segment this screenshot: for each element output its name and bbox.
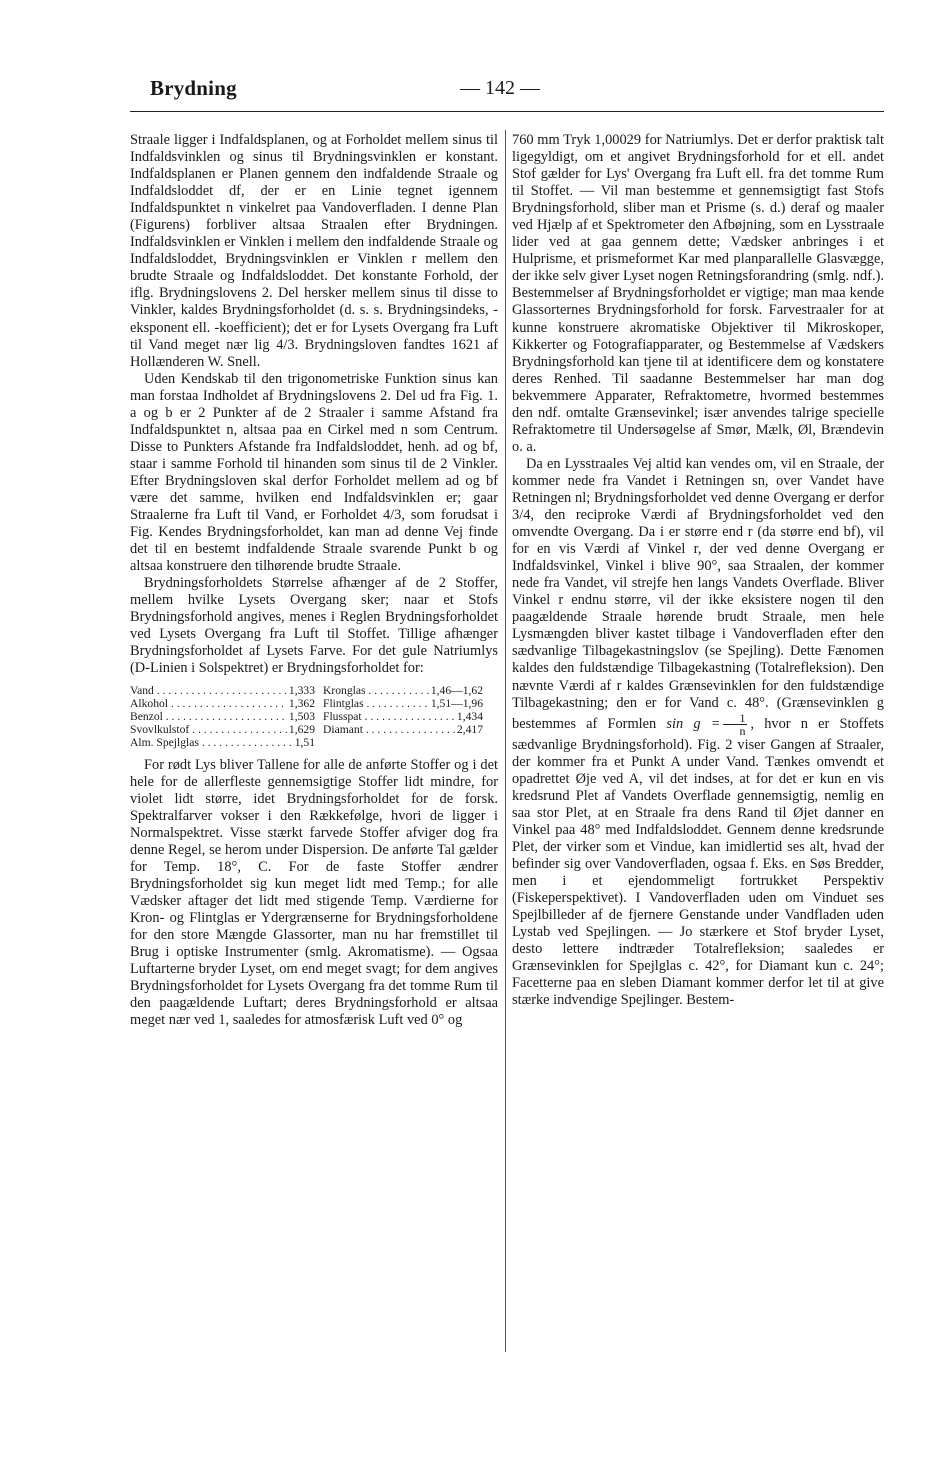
paragraph-text: Da en Lysstraales Vej altid kan vendes om, vil en Straale, der kommer nede fra Vandet i Retningen sn, over Vandet have Retningen nl; Brydningsforholdet ved denne Overgang er derfor 3/4, den reciproke Værdi af Brydningsforholdet ved den omvendte Overgang. Da i er større end r (da større end bf), vil for en vis Værdi af Vinkel r, der ved denne Overgang er Indfaldsvinkel, Vinkel i blive 90°, saa Straalen, der kommer nede fra Vandet, vil strejfe hen langs Vandets Overflade. Bliver Vinkel r endnu større, vil der ikke eksistere nogen til den paagældende Straale hørende brudt Straale, men hele Lysmængden bliver kastet tilbage i Vandoverfladen efter den sædvanlige Tilbagekastningslov (se Spejling). Dette Fænomen kaldes den fuldstændige Tilbagekastning (Totalrefleksion). Den nævnte Værdi af r kaldes Grænsevinklen for den fuldstændige Tilbagekastning; den er for Vand c. 48°. (Grænsevinklen g bestemmes af Formlen bbox=[512, 455, 884, 732]
substance-name: Diamant . . . bbox=[323, 723, 455, 736]
refraction-index-table bbox=[130, 684, 498, 749]
table-row bbox=[130, 723, 315, 736]
table-row bbox=[323, 710, 483, 723]
table-row bbox=[130, 697, 315, 710]
formula-denominator: n bbox=[739, 723, 746, 738]
paragraph: For rødt Lys bliver Tallene for alle de anførte Stoffer og i det hele for de allerfleste gennemsigtige Stoffer lidt mindre, for violet lidt større, idet Brydningsforholdet for de forsk. Spektralfarver vokser i den Rækkefølge, hvori de ligger i Normalspektret. Visse stærkt farvede Stoffer afviger dog fra denne Regel, se herom under Dispersion. De anførte Tal gælder for Temp. 18°, C. For de faste Stoffer ændrer Brydningsforholdet sig kun meget lidt med Temp.; for alle Vædsker aftager det lidt med stigende Temp. Værdierne for Kron- og Flintglas er Ydergrænserne for Brydningsforholdene for den store Mængde Glassorter, man nu har fremstillet til Brug i optiske Instrumenter (smlg. Akromatisme). — Ogsaa Luftarterne bryder Lyset, om end meget svagt; for dem angives Brydningsforholdet for Lysets Overgang fra det tomme Rum til den paagældende Luftart; deres Brydningsforhold er altsaa meget nær ved 1, saaledes for atmosfærisk Luft ved 0° og bbox=[130, 756, 498, 1029]
table-row bbox=[323, 723, 483, 736]
index-value: 1,51 bbox=[294, 735, 315, 749]
formula-lhs: sin g = bbox=[666, 715, 721, 732]
page-number: — 142 — bbox=[460, 77, 540, 99]
substance-name: Vand . . . bbox=[130, 684, 287, 697]
substance-name: Alm. Spejlglas . . . bbox=[130, 736, 293, 749]
substance-name: Flusspat . . . bbox=[323, 710, 455, 723]
paragraph-text: , hvor n er Stoffets sædvanlige Brydningsforhold). Fig. 2 viser Gangen af Straaler, der kommer fra et Punkt A under Vand. Tænkes omvendt et opadrettet Øje ved A, vil det indses, at for det er kun en vis kredsrund Plet af Vandets Overflade gennemsigtig, nemlig en saa stor Plet, at en Straale fra dens Rand til Øjet danner en Vinkel paa 48° med Indfaldsloddet. Gennem denne kredsrunde Plet, der virker som et Vindue, kan imidlertid ses alt, hvad der befinder sig over Vandoverfladen, ogsaa f. Eks. en Søs Bredder, men i et ejendommeligt fortrukket Perspektiv (Fiskeperspektivet). I Vandoverfladen uden om Vinduet ses Spejlbilleder af de fjernere Genstande under Vandfladen uden Lystab ved Spejlingen. — Jo stærkere et Stof bryder Lyset, desto lettere indtræder Totalrefleksion; saaledes er Grænsevinklen for Spejlglas c. 42°, for Diamant kun c. 24°; Facetterne paa en sleben Diamant kommer derfor let til at give stærke indvendige Spejlinger. Bestem- bbox=[512, 715, 884, 1009]
substance-name: Alkohol . . . bbox=[130, 697, 287, 710]
running-head-title: Brydning bbox=[150, 76, 237, 100]
index-value: 1,434 bbox=[456, 709, 483, 723]
table-row bbox=[323, 684, 483, 697]
index-value: 2,417 bbox=[456, 722, 483, 736]
table-row bbox=[323, 697, 483, 710]
column-divider bbox=[505, 130, 506, 1352]
index-value: 1,503 bbox=[288, 709, 315, 723]
index-value: 1,51—1,96 bbox=[430, 696, 483, 710]
formula-fraction bbox=[723, 712, 747, 737]
index-value: 1,362 bbox=[288, 696, 315, 710]
header-rule bbox=[130, 111, 884, 112]
index-value: 1,333 bbox=[288, 683, 315, 697]
paragraph bbox=[512, 456, 884, 1009]
paragraph: Straale ligger i Indfaldsplanen, og at Forholdet mellem sinus til Indfaldsvinklen og sinus til Brydningsvinklen er konstant. Indfaldsplanen er Planen gennem den indfaldende Straale og Indfaldsloddet df, der er en Linie tegnet igennem Indfaldspunktet n vinkelret paa Vandoverfladen. I denne Plan (Figurens) forbliver altsaa Straalen efter Brydningen. Indfaldsvinklen er Vinklen i mellem den indfaldende Straale og Indfaldsloddet, Brydningsvinklen er Vinklen r mellem den brudte Straale og Indfaldsloddet. Det konstante Forhold, der iflg. Brydningslovens 2. Del hersker mellem sinus til disse to Vinkler, kaldes Brydningsforholdet (d. s. s. Brydningsindeks, -eksponent ell. -koefficient); det er for Lysets Overgang fra Luft til Vand meget nær lig 4/3. Brydningsloven fandtes 1621 af Hollænderen W. Snell. bbox=[130, 132, 498, 370]
page-header bbox=[150, 72, 780, 106]
substance-name: Flintglas . . . bbox=[323, 697, 429, 710]
index-value: 1,46—1,62 bbox=[430, 683, 483, 697]
right-column bbox=[512, 132, 884, 1009]
formula-numerator: 1 bbox=[723, 712, 747, 725]
substance-name: Benzol . . . bbox=[130, 710, 287, 723]
left-column bbox=[130, 132, 498, 1029]
index-value: 1,629 bbox=[288, 722, 315, 736]
table-row bbox=[130, 736, 315, 749]
paragraph: Brydningsforholdets Størrelse afhænger af de 2 Stoffer, mellem hvilke Lysets Overgang sker; naar et Stofs Brydningsforhold angives, menes i Reglen Brydningsforholdet ved Lysets Overgang fra Luft til Stoffet. Tillige afhænger Brydningsforholdet af Lysets Farve. For det gule Natriumlys (D-Linien i Solspektret) er Brydningsforholdet for: bbox=[130, 575, 498, 677]
table-row bbox=[130, 684, 315, 697]
table-row bbox=[130, 710, 315, 723]
substance-name: Kronglas . . . bbox=[323, 684, 429, 697]
paragraph: 760 mm Tryk 1,00029 for Natriumlys. Det er derfor praktisk talt ligegyldigt, om et angivet Brydningsforhold for et ell. andet Stof gælder for Lys' Overgang fra Luft ell. fra det tomme Rum til Stoffet. — Vil man bestemme et gennemsigtigt fast Stofs Brydningsforhold, sliber man et Prisme (s. d.) deraf og maaler ved Hjælp af et Spektrometer den Afbøjning, som en Lysstraale lider ved at gaa gennem dette; Vædsker anbringes i et Hulprisme, et prismeformet Kar med planparallelle Glasvægge, der ikke selv giver Lyset nogen Retningsforandring (smlg. ndf.). Bestemmelser af Brydningsforholdet er vigtige; man maa kende Glassorternes Brydningsforhold for forsk. Farvestraaler for at kunne konstruere akromatiske Objektiver til Mikroskoper, Kikkerter og Fotografiapparater, og Bestemmelse af Vædskers Brydningsforhold kan tjene til at identificere dem og konstatere deres Renhed. Til saadanne Bestemmelser har man dog bekvemmere Apparater, Refraktometre, hvormed bestemmes den ndf. omtalte Grænsevinkel; især anvendes talrige specielle Refraktometre til Undersøgelse af Smør, Mælk, Øl, Brændevin o. a. bbox=[512, 132, 884, 455]
paragraph: Uden Kendskab til den trigonometriske Funktion sinus kan man forstaa Indholdet af Brydningslovens 2. Del ud fra Fig. 1. a og b er 2 Punkter af de 2 Straaler i samme Afstand fra Indfaldspunktet n, altsaa paa en Cirkel med n som Centrum. Disse to Punkters Afstande fra Indfaldsloddet, henh. ad og bf, staar i samme Forhold til hinanden som sinus til de 2 Vinkler. Efter Brydningsloven skal derfor Forholdet mellem ad og bf være det samme, hvilken end Indfaldsvinklen er; gaar Straalerne fra Luft til Vand, er Forholdet 4/3, som forudsat i Fig. Kendes Brydningsforholdet, kan man ad denne Vej finde det til en bestemt indfaldende Straale svarende Punkt b og altsaa konstruere den tilhørende brudte Straale. bbox=[130, 370, 498, 575]
substance-name: Svovlkulstof . . . bbox=[130, 723, 287, 736]
